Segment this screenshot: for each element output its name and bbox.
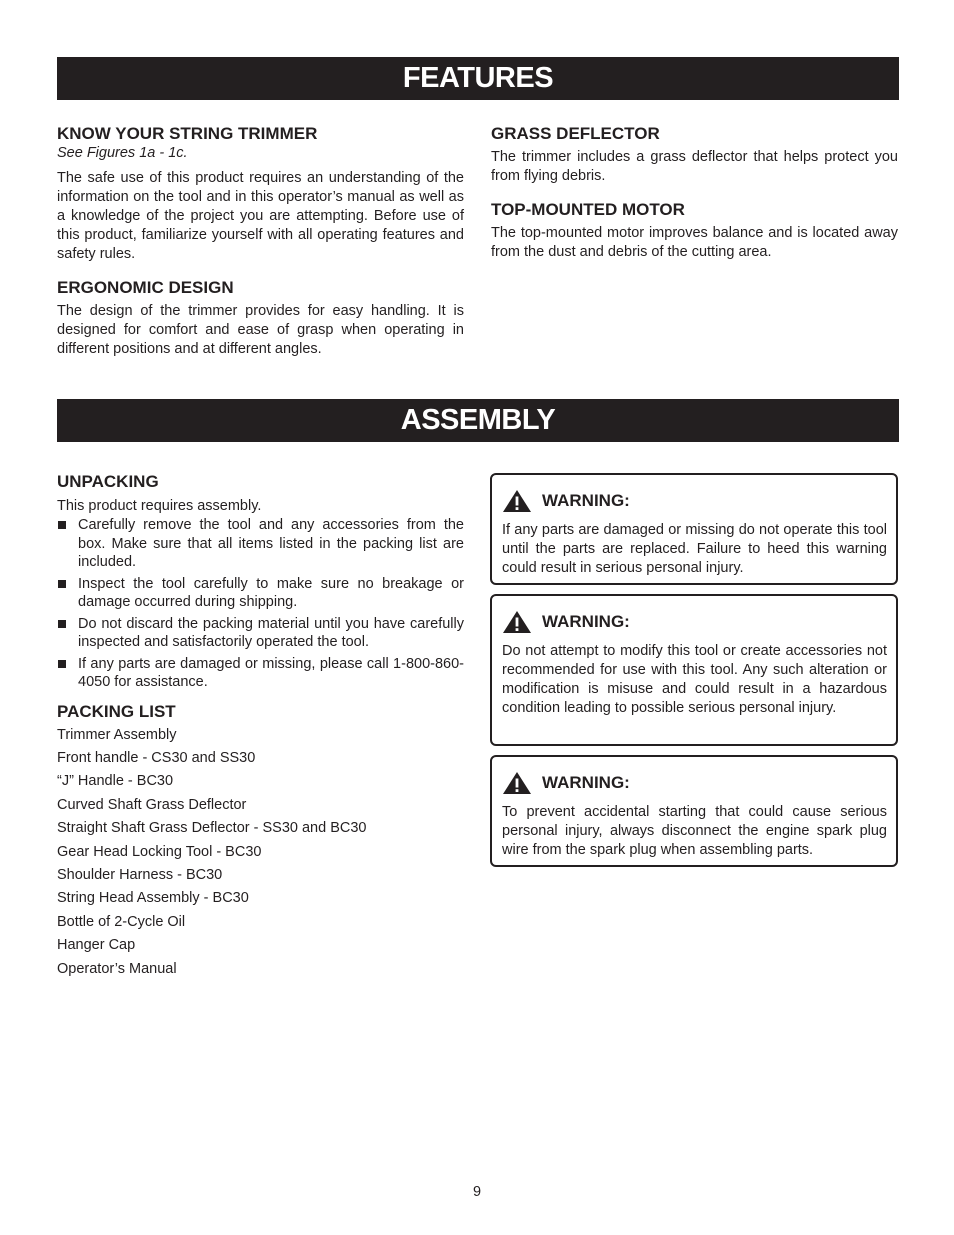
features-banner: [57, 57, 899, 100]
bullet-square-icon: [58, 620, 66, 628]
deflector-heading: GRASS DEFLECTOR: [491, 124, 660, 143]
list-item: Hanger Cap: [57, 937, 136, 954]
know-figure-ref: See Figures 1a - 1c.: [57, 145, 188, 161]
list-item: Operator’s Manual: [57, 960, 177, 977]
warning-label: WARNING:: [542, 491, 630, 510]
motor-section: [491, 200, 898, 262]
list-item: Straight Shaft Grass Deflector - SS30 and BC30: [57, 820, 367, 837]
warning-header: [502, 771, 887, 795]
warning-label: WARNING:: [542, 773, 630, 792]
warning-label: WARNING:: [542, 612, 630, 631]
features-right-column: [491, 124, 898, 262]
list-item: Do not discard the packing material until you have carefully inspected and satisfactorily operated the tool.: [57, 615, 464, 652]
features-left-column: [57, 124, 464, 359]
motor-text: The top-mounted motor improves balance and is located away from the dust and debris of the cutting area.: [491, 225, 898, 260]
know-text: The safe use of this product requires an understanding of the information on the tool and in this operator’s manual as well as a knowledge of the project you are attempting. Before use of this product, familiarize yourself with all operating features and safety rules.: [57, 170, 464, 262]
warning-text: Do not attempt to modify this tool or create accessories not recommended for use with this tool. Any such alteration or modification is misuse and could result in a hazardous condition leading to possible serious personal injury.: [502, 643, 887, 716]
list-item: Front handle - CS30 and SS30: [57, 749, 256, 766]
assembly-left-column: [57, 472, 464, 981]
warning-box: [490, 594, 898, 746]
unpacking-bullet-list: [57, 516, 464, 692]
list-item: String Head Assembly - BC30: [57, 890, 249, 907]
unpacking-intro: This product requires assembly.: [57, 498, 262, 514]
ergonomic-heading: ERGONOMIC DESIGN: [57, 278, 234, 297]
warning-header: [502, 610, 887, 634]
list-item: Shoulder Harness - BC30: [57, 866, 223, 883]
list-item: Gear Head Locking Tool - BC30: [57, 843, 262, 860]
deflector-text: The trimmer includes a grass deflector that helps protect you from flying debris.: [491, 149, 898, 184]
warning-text: To prevent accidental starting that could cause serious personal injury, always disconnect the engine spark plug wire from the spark plug when assembling parts.: [502, 804, 887, 858]
deflector-section: [491, 124, 898, 186]
ergonomic-section: [57, 278, 464, 359]
know-section: [57, 124, 464, 264]
list-item: Bottle of 2-Cycle Oil: [57, 913, 186, 930]
bullet-square-icon: [58, 660, 66, 668]
bullet-square-icon: [58, 521, 66, 529]
list-item: Carefully remove the tool and any accessories from the box. Make sure that all items listed in the packing list are included.: [57, 516, 464, 572]
warning-triangle-icon: [502, 489, 532, 513]
list-item: Curved Shaft Grass Deflector: [57, 796, 247, 813]
warning-box: [490, 473, 898, 585]
features-title: FEATURES: [402, 62, 554, 94]
assembly-title: ASSEMBLY: [400, 404, 556, 436]
list-item: Trimmer Assembly: [57, 726, 177, 743]
know-heading: KNOW YOUR STRING TRIMMER: [57, 124, 318, 143]
warning-box: [490, 755, 898, 867]
warning-triangle-icon: [502, 771, 532, 795]
list-item: “J” Handle - BC30: [57, 773, 174, 790]
ergonomic-text: The design of the trimmer provides for easy handling. It is designed for comfort and ease of grasp when operating in different positions and at different angles.: [57, 303, 464, 357]
bullet-square-icon: [58, 580, 66, 588]
assembly-banner: [57, 399, 899, 442]
warning-header: [502, 489, 887, 513]
motor-heading: TOP-MOUNTED MOTOR: [491, 200, 685, 219]
packing-list: [57, 724, 464, 981]
unpacking-heading: UNPACKING: [57, 472, 159, 491]
warning-text: If any parts are damaged or missing do not operate this tool until the parts are replaced. Failure to heed this warning could result in serious personal injury.: [502, 522, 887, 576]
list-item: Inspect the tool carefully to make sure no breakage or damage occurred during shipping.: [57, 575, 464, 612]
page-number: 9: [472, 1184, 482, 1200]
packing-list-heading: PACKING LIST: [57, 701, 176, 721]
list-item: If any parts are damaged or missing, please call 1-800-860-4050 for assistance.: [57, 655, 464, 692]
warning-triangle-icon: [502, 610, 532, 634]
